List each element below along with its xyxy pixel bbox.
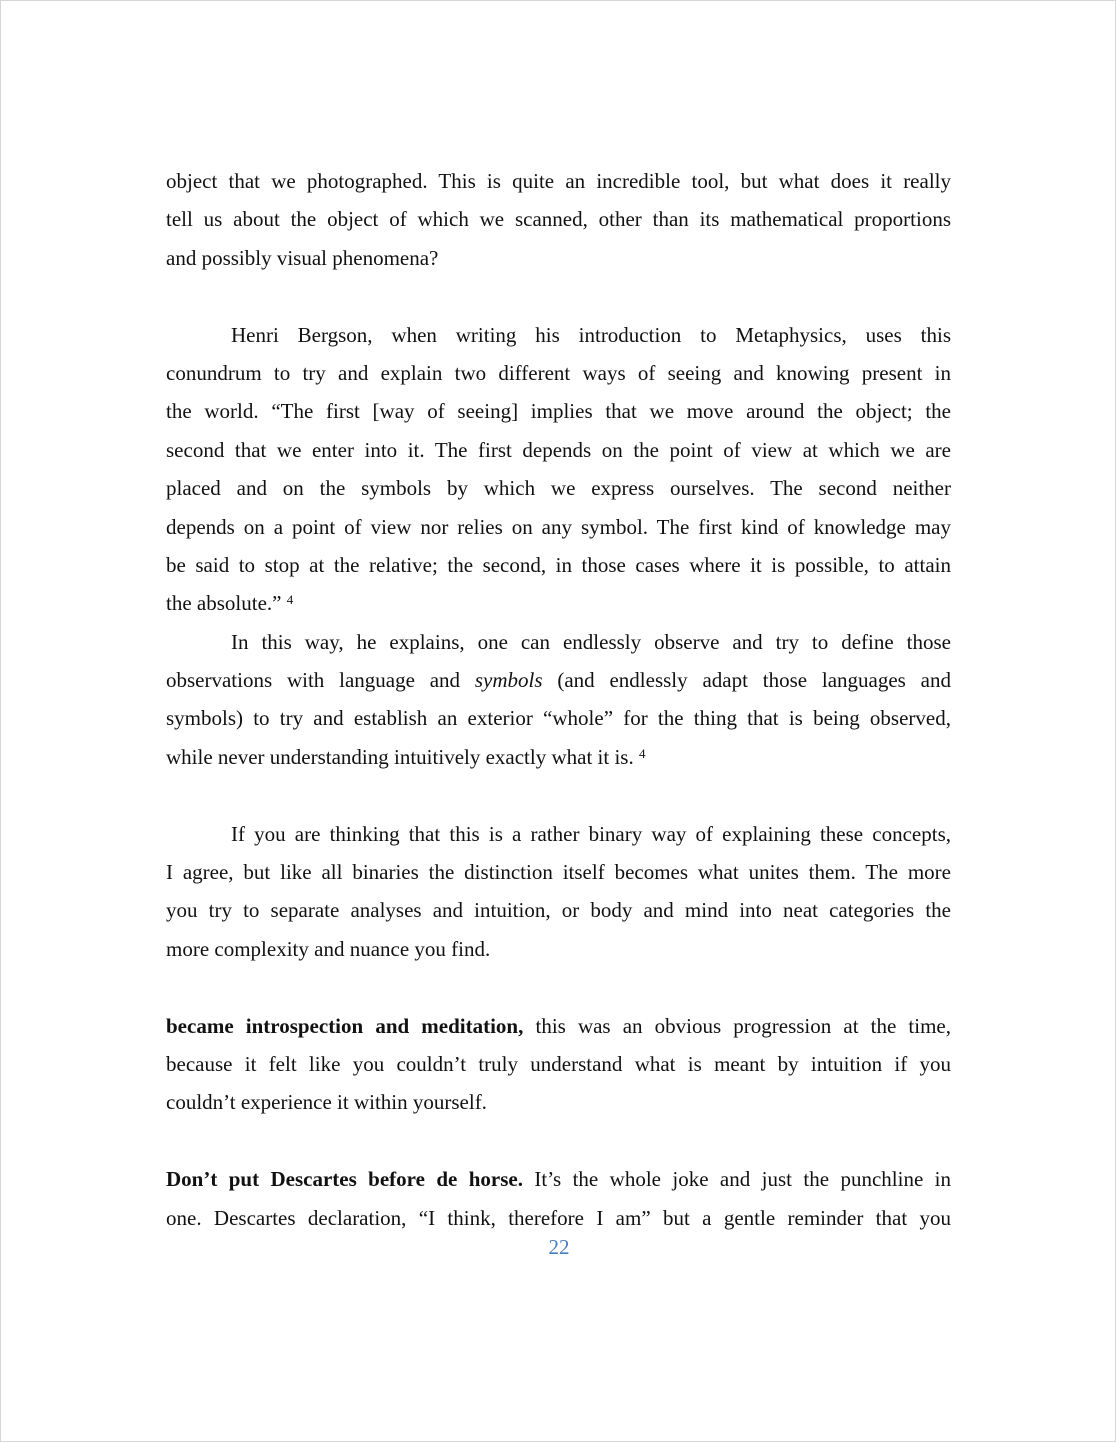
text-segment: the absolute.”	[166, 591, 287, 616]
text-segment: while never understanding intuitively exactly what it is.	[166, 744, 639, 769]
body-text	[166, 162, 951, 1237]
text-segment: object that we photographed. This is quite an incredible tool, but what does it really	[166, 169, 951, 193]
text-segment: symbols) to try and establish an exterior “whole” for the thing that is being observed,	[166, 706, 951, 731]
text-segment: this was an obvious progression at the time,	[523, 1013, 951, 1038]
text-line	[166, 1083, 951, 1121]
text-line	[166, 623, 951, 661]
blank-line	[166, 968, 951, 1006]
bold-text: Don’t put Descartes before de horse.	[166, 1167, 523, 1192]
blank-line	[166, 1122, 951, 1160]
footnote-reference: 4	[286, 592, 294, 608]
text-segment: I agree, but like all binaries the distinction itself becomes what unites them. The more	[166, 860, 951, 885]
text-line	[166, 891, 951, 929]
text-segment: If you are thinking that this is a rather binary way of explaining these concepts,	[231, 821, 951, 846]
text-line	[166, 1199, 951, 1237]
text-line	[166, 815, 951, 853]
text-line	[166, 699, 951, 737]
bold-text: became introspection and meditation,	[166, 1013, 524, 1038]
footnote-reference: 4	[638, 745, 646, 761]
text-segment: because it felt like you couldn’t truly understand what is meant by intuition if you	[166, 1051, 951, 1076]
text-line	[166, 1160, 951, 1198]
text-line	[166, 546, 951, 584]
blank-line	[166, 277, 951, 315]
text-segment: second that we enter into it. The first depends on the point of view at which we are	[166, 437, 951, 462]
text-line	[166, 930, 951, 968]
text-line	[166, 162, 951, 200]
text-line	[166, 1007, 951, 1045]
text-line	[166, 316, 951, 354]
text-line	[166, 239, 951, 277]
text-segment: conundrum to try and explain two different ways of seeing and knowing present in	[166, 360, 951, 385]
text-line	[166, 853, 951, 891]
text-line	[166, 469, 951, 507]
text-segment: and possibly visual phenomena?	[166, 245, 439, 270]
text-segment: depends on a point of view nor relies on any symbol. The first kind of knowledge may	[166, 514, 951, 539]
text-segment: placed and on the symbols by which we express ourselves. The second neither	[166, 476, 951, 501]
text-line	[166, 738, 951, 776]
text-segment: one. Descartes declaration, “I think, therefore I am” but a gentle reminder that you	[166, 1205, 951, 1230]
text-line	[166, 584, 951, 622]
text-segment: be said to stop at the relative; the second, in those cases where it is possible, to attain	[166, 552, 951, 577]
text-segment: couldn’t experience it within yourself.	[166, 1090, 487, 1115]
text-line	[166, 1045, 951, 1083]
text-line	[166, 508, 951, 546]
text-segment: It’s the whole joke and just the punchline in	[522, 1167, 951, 1192]
italic-text: symbols	[474, 668, 543, 693]
text-line	[166, 392, 951, 430]
text-segment: you try to separate analyses and intuition, or body and mind into neat categories the	[166, 898, 951, 923]
text-segment: observations with language and	[166, 668, 475, 693]
text-segment: Henri Bergson, when writing his introduction to Metaphysics, uses this	[231, 322, 951, 347]
text-segment: (and endlessly adapt those languages and	[542, 668, 951, 693]
text-line	[166, 200, 951, 238]
text-line	[166, 431, 951, 469]
text-segment: the world. “The first [way of seeing] implies that we move around the object; the	[166, 399, 951, 424]
text-segment: In this way, he explains, one can endlessly observe and try to define those	[231, 629, 951, 654]
blank-line	[166, 776, 951, 814]
text-line	[166, 354, 951, 392]
text-line	[166, 661, 951, 699]
text-segment: more complexity and nuance you find.	[166, 936, 491, 961]
text-segment: tell us about the object of which we scanned, other than its mathematical proportions	[166, 207, 951, 232]
page-number: 22	[548, 1235, 570, 1259]
